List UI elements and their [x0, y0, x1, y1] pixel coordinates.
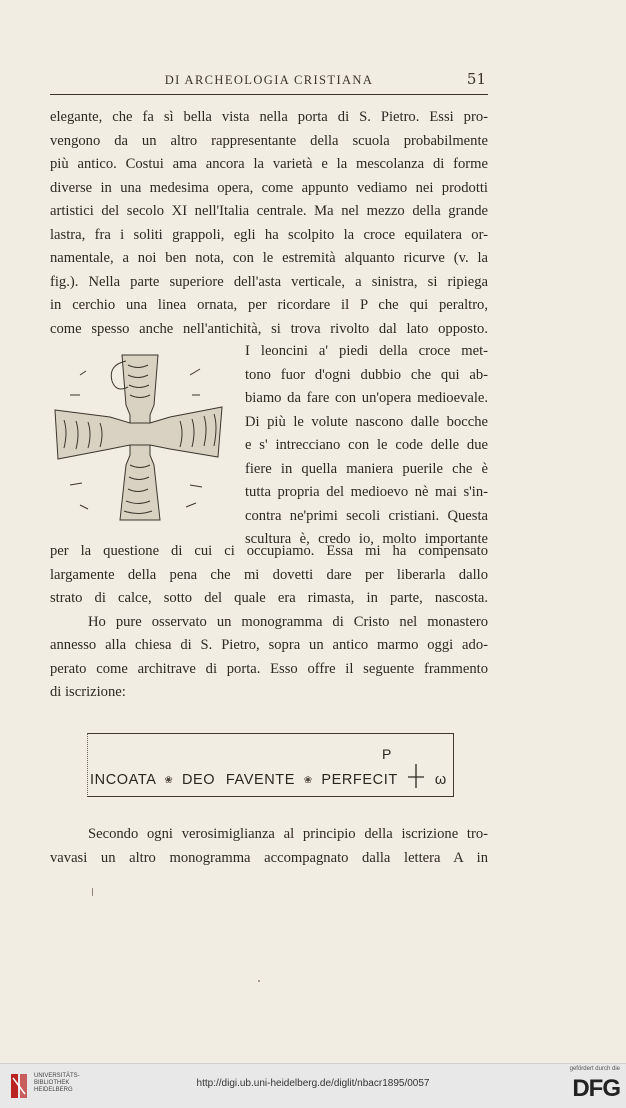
inscription-word: PERFECIT [321, 772, 398, 788]
text-line: fig.). Nella parte superiore dell'asta verticale, a sinistra, si ripiega [50, 273, 488, 290]
paper-speck [92, 888, 93, 896]
paper-speck [258, 980, 260, 982]
text-line: Secondo ogni verosimiglianza al principio della iscrizione tro- [88, 826, 488, 842]
text-line: fiere in quella maniera puerile che è [245, 460, 488, 477]
ornamental-cross-figure [50, 345, 230, 535]
text-line: Di più le volute nascono dalle bocche [245, 413, 488, 430]
text-line: artistici del secolo XI nell'Italia centrale. Ma nel mezzo della grande [50, 203, 488, 219]
text-line: elegante, che fa sì bella vista nella porta di S. Pietro. Essi pro- [50, 109, 488, 125]
chi-rho-monogram-icon [405, 760, 427, 794]
dfg-logo: DFG [572, 1075, 620, 1102]
page-header [50, 72, 488, 95]
text-line: annesso alla chiesa di S. Pietro, sopra un antico marmo oggi ado- [50, 637, 488, 653]
text-line: diverse in una medesima opera, come appunto vediamo nei prodotti [50, 179, 488, 196]
text-line: più antico. Costui ama ancora la varietà e la mescolanza di forme [50, 156, 488, 172]
inscription-box [87, 733, 454, 797]
text-line: per la questione di cui ci occupiamo. Essa mi ha compensato [50, 543, 488, 559]
text-line: contra ne'primi secoli cristiani. Questa [245, 507, 488, 524]
text-line: di iscrizione: [50, 684, 126, 700]
inscription-word: INCOATA [90, 772, 156, 788]
text-line: largamente della pena che mi dovetti dare per liberarla dallo [50, 566, 488, 583]
running-title: DI ARCHEOLOGIA CRISTIANA [164, 73, 374, 87]
text-line: namentale, a noi ben nota, con le estremità alquanto ricurve (v. la [50, 250, 488, 266]
institution-line: UNIVERSITÄTS- [34, 1073, 80, 1079]
institution-line: BIBLIOTHEK [34, 1080, 70, 1086]
text-line: come spesso anche nell'antichità, si trova rivolto dal lato opposto. [50, 320, 488, 337]
paragraph-3 [50, 823, 488, 870]
text-line: tutta propria del medioevo nè mai s'in- [245, 484, 488, 500]
text-line: tono fuor d'ogni dubbio che qui ab- [245, 366, 488, 383]
cross-illustration-icon [50, 345, 230, 535]
text-line: lastra, fra i soliti grappoli, egli ha scolpito la croce equilatera or- [50, 226, 488, 243]
permalink-url[interactable]: http://digi.ub.uni-heidelberg.de/diglit/nbacr1895/0057 [196, 1078, 430, 1089]
paragraph-2-wrapped [245, 340, 488, 552]
institution-line: HEIDELBERG [34, 1087, 73, 1093]
monogram-letter: P [382, 746, 392, 762]
omega-letter: ω [434, 772, 447, 788]
text-line: in cerchio una linea ornata, per ricordare il P che qui peraltro, [50, 297, 488, 313]
inscription-word: FAVENTE [225, 772, 296, 788]
text-line: strato di calce, sotto del quale era rimasta, in parte, nascosta. [50, 590, 488, 606]
inscription-text [90, 746, 447, 794]
paragraph-1 [50, 106, 488, 341]
inscription-word: DEO [181, 772, 216, 788]
separator-icon: ❀ [164, 775, 174, 786]
text-line: scultura è, credo io, molto importante [245, 531, 488, 547]
text-line: vavasi un altro monogramma accompagnato dalla lettera A in [50, 849, 488, 866]
funded-by-label: gefördert durch die [569, 1066, 620, 1072]
page-number: 51 [466, 70, 486, 88]
text-line: e s' intrecciano con le code delle due [245, 437, 488, 453]
text-line: I leoncini a' piedi della croce met- [245, 343, 488, 359]
viewer-footer [0, 1063, 626, 1108]
paragraph-2-continued [50, 540, 488, 705]
text-line: biamo da fare con un'opera medioevale. [245, 390, 488, 406]
text-line: vengono da un altro rappresentante della scuola probabilmente [50, 132, 488, 149]
text-line: perato come architrave di porta. Esso offre il seguente frammento [50, 660, 488, 677]
text-line: Ho pure osservato un monogramma di Cristo nel monastero [88, 613, 488, 630]
separator-icon: ❀ [303, 775, 313, 786]
